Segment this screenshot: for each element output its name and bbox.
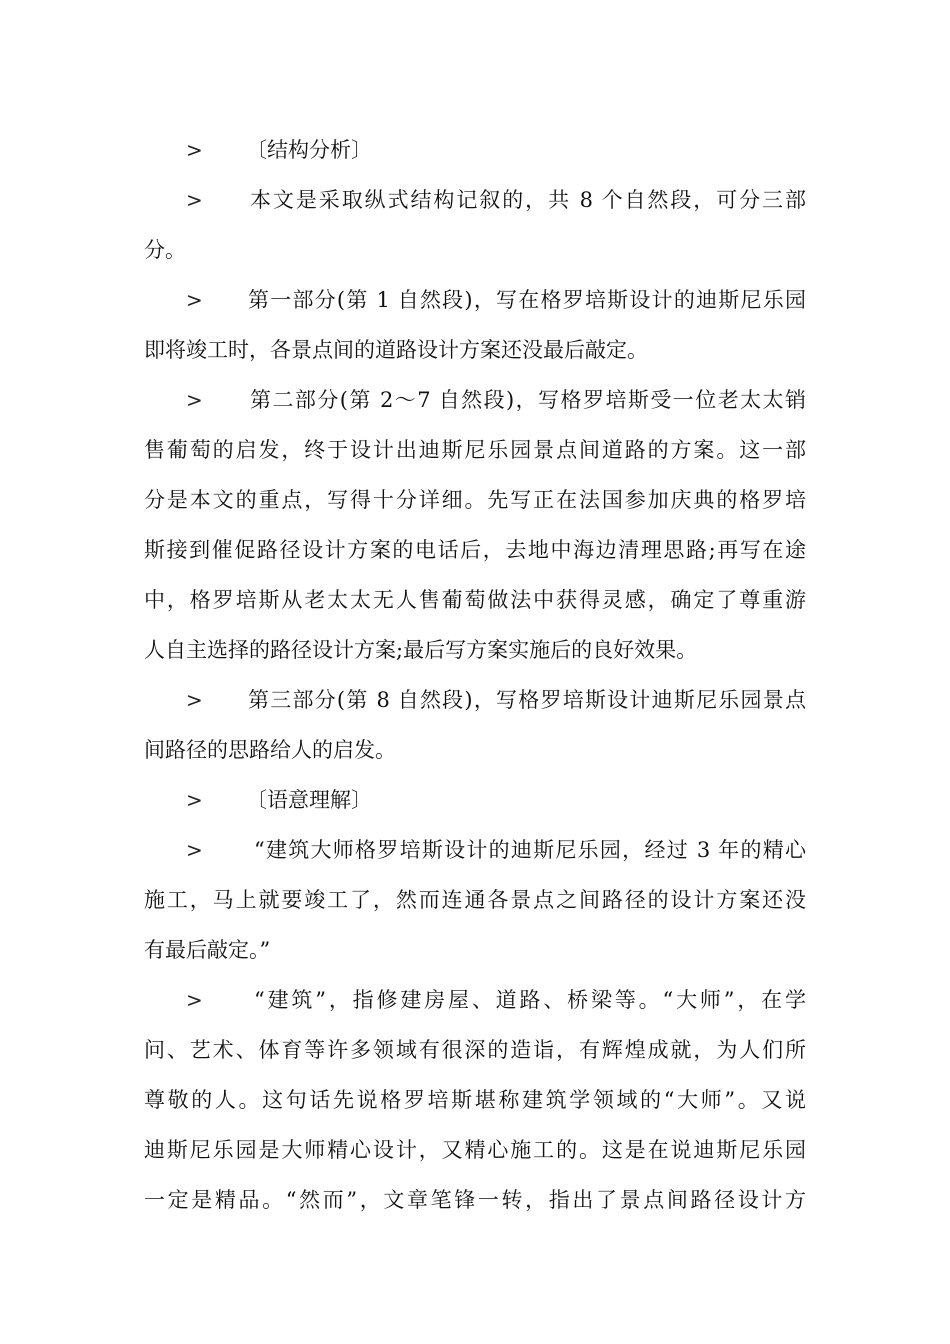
- paragraph-line: 有最后敲定。”: [144, 938, 271, 962]
- paragraph-line: 迪斯尼乐园是大师精心设计，又精心施工的。这是在说迪斯尼乐园: [144, 1138, 806, 1162]
- paragraph-line: 一定是精品。“然而”，文章笔锋一转，指出了景点间路径设计方: [144, 1188, 806, 1212]
- paragraph-first-line: “建筑”，指修建房屋、道路、桥梁等。“大师”，在学: [254, 988, 806, 1012]
- bullet-arrow-icon: >: [186, 688, 203, 712]
- paragraph-line: 施工，马上就要竣工了，然而连通各景点之间路径的设计方案还没: [144, 888, 806, 912]
- section-heading: 〔结构分析〕: [246, 138, 372, 162]
- paragraph-first-line: “建筑大师格罗培斯设计的迪斯尼乐园，经过 3 年的精心: [254, 838, 806, 862]
- bullet-arrow-icon: >: [186, 988, 203, 1012]
- bullet-arrow-icon: >: [186, 138, 203, 162]
- paragraph-first-line: 第三部分(第 8 自然段)，写格罗培斯设计迪斯尼乐园景点: [248, 688, 806, 712]
- paragraph-first-line: 第一部分(第 1 自然段)，写在格罗培斯设计的迪斯尼乐园: [248, 288, 806, 312]
- paragraph-first-line: 本文是采取纵式结构记叙的，共 8 个自然段，可分三部: [250, 188, 806, 212]
- bullet-arrow-icon: >: [186, 188, 203, 212]
- section-heading: 〔语意理解〕: [246, 788, 372, 812]
- paragraph-line: 间路径的思路给人的启发。: [144, 738, 396, 762]
- paragraph-line: 问、艺术、体育等许多领域有很深的造诣，有辉煌成就，为人们所: [144, 1038, 806, 1062]
- bullet-arrow-icon: >: [186, 788, 203, 812]
- paragraph-line: 售葡萄的启发，终于设计出迪斯尼乐园景点间道路的方案。这一部: [144, 438, 806, 462]
- bullet-arrow-icon: >: [186, 288, 203, 312]
- bullet-arrow-icon: >: [186, 388, 203, 412]
- paragraph-line: 分。: [144, 238, 186, 262]
- paragraph-line: 尊敬的人。这句话先说格罗培斯堪称建筑学领域的“大师”。又说: [144, 1088, 806, 1112]
- paragraph-line: 中，格罗培斯从老太太无人售葡萄做法中获得灵感，确定了尊重游: [144, 588, 806, 612]
- paragraph-line: 即将竣工时，各景点间的道路设计方案还没最后敲定。: [144, 338, 648, 362]
- paragraph-line: 人自主选择的路径设计方案;最后写方案实施后的良好效果。: [144, 638, 698, 662]
- paragraph-first-line: 第二部分(第 2～7 自然段)，写格罗培斯受一位老太太销: [250, 388, 806, 412]
- bullet-arrow-icon: >: [186, 838, 203, 862]
- paragraph-line: 分是本文的重点，写得十分详细。先写正在法国参加庆典的格罗培: [144, 488, 806, 512]
- paragraph-line: 斯接到催促路径设计方案的电话后，去地中海边清理思路;再写在途: [144, 538, 806, 562]
